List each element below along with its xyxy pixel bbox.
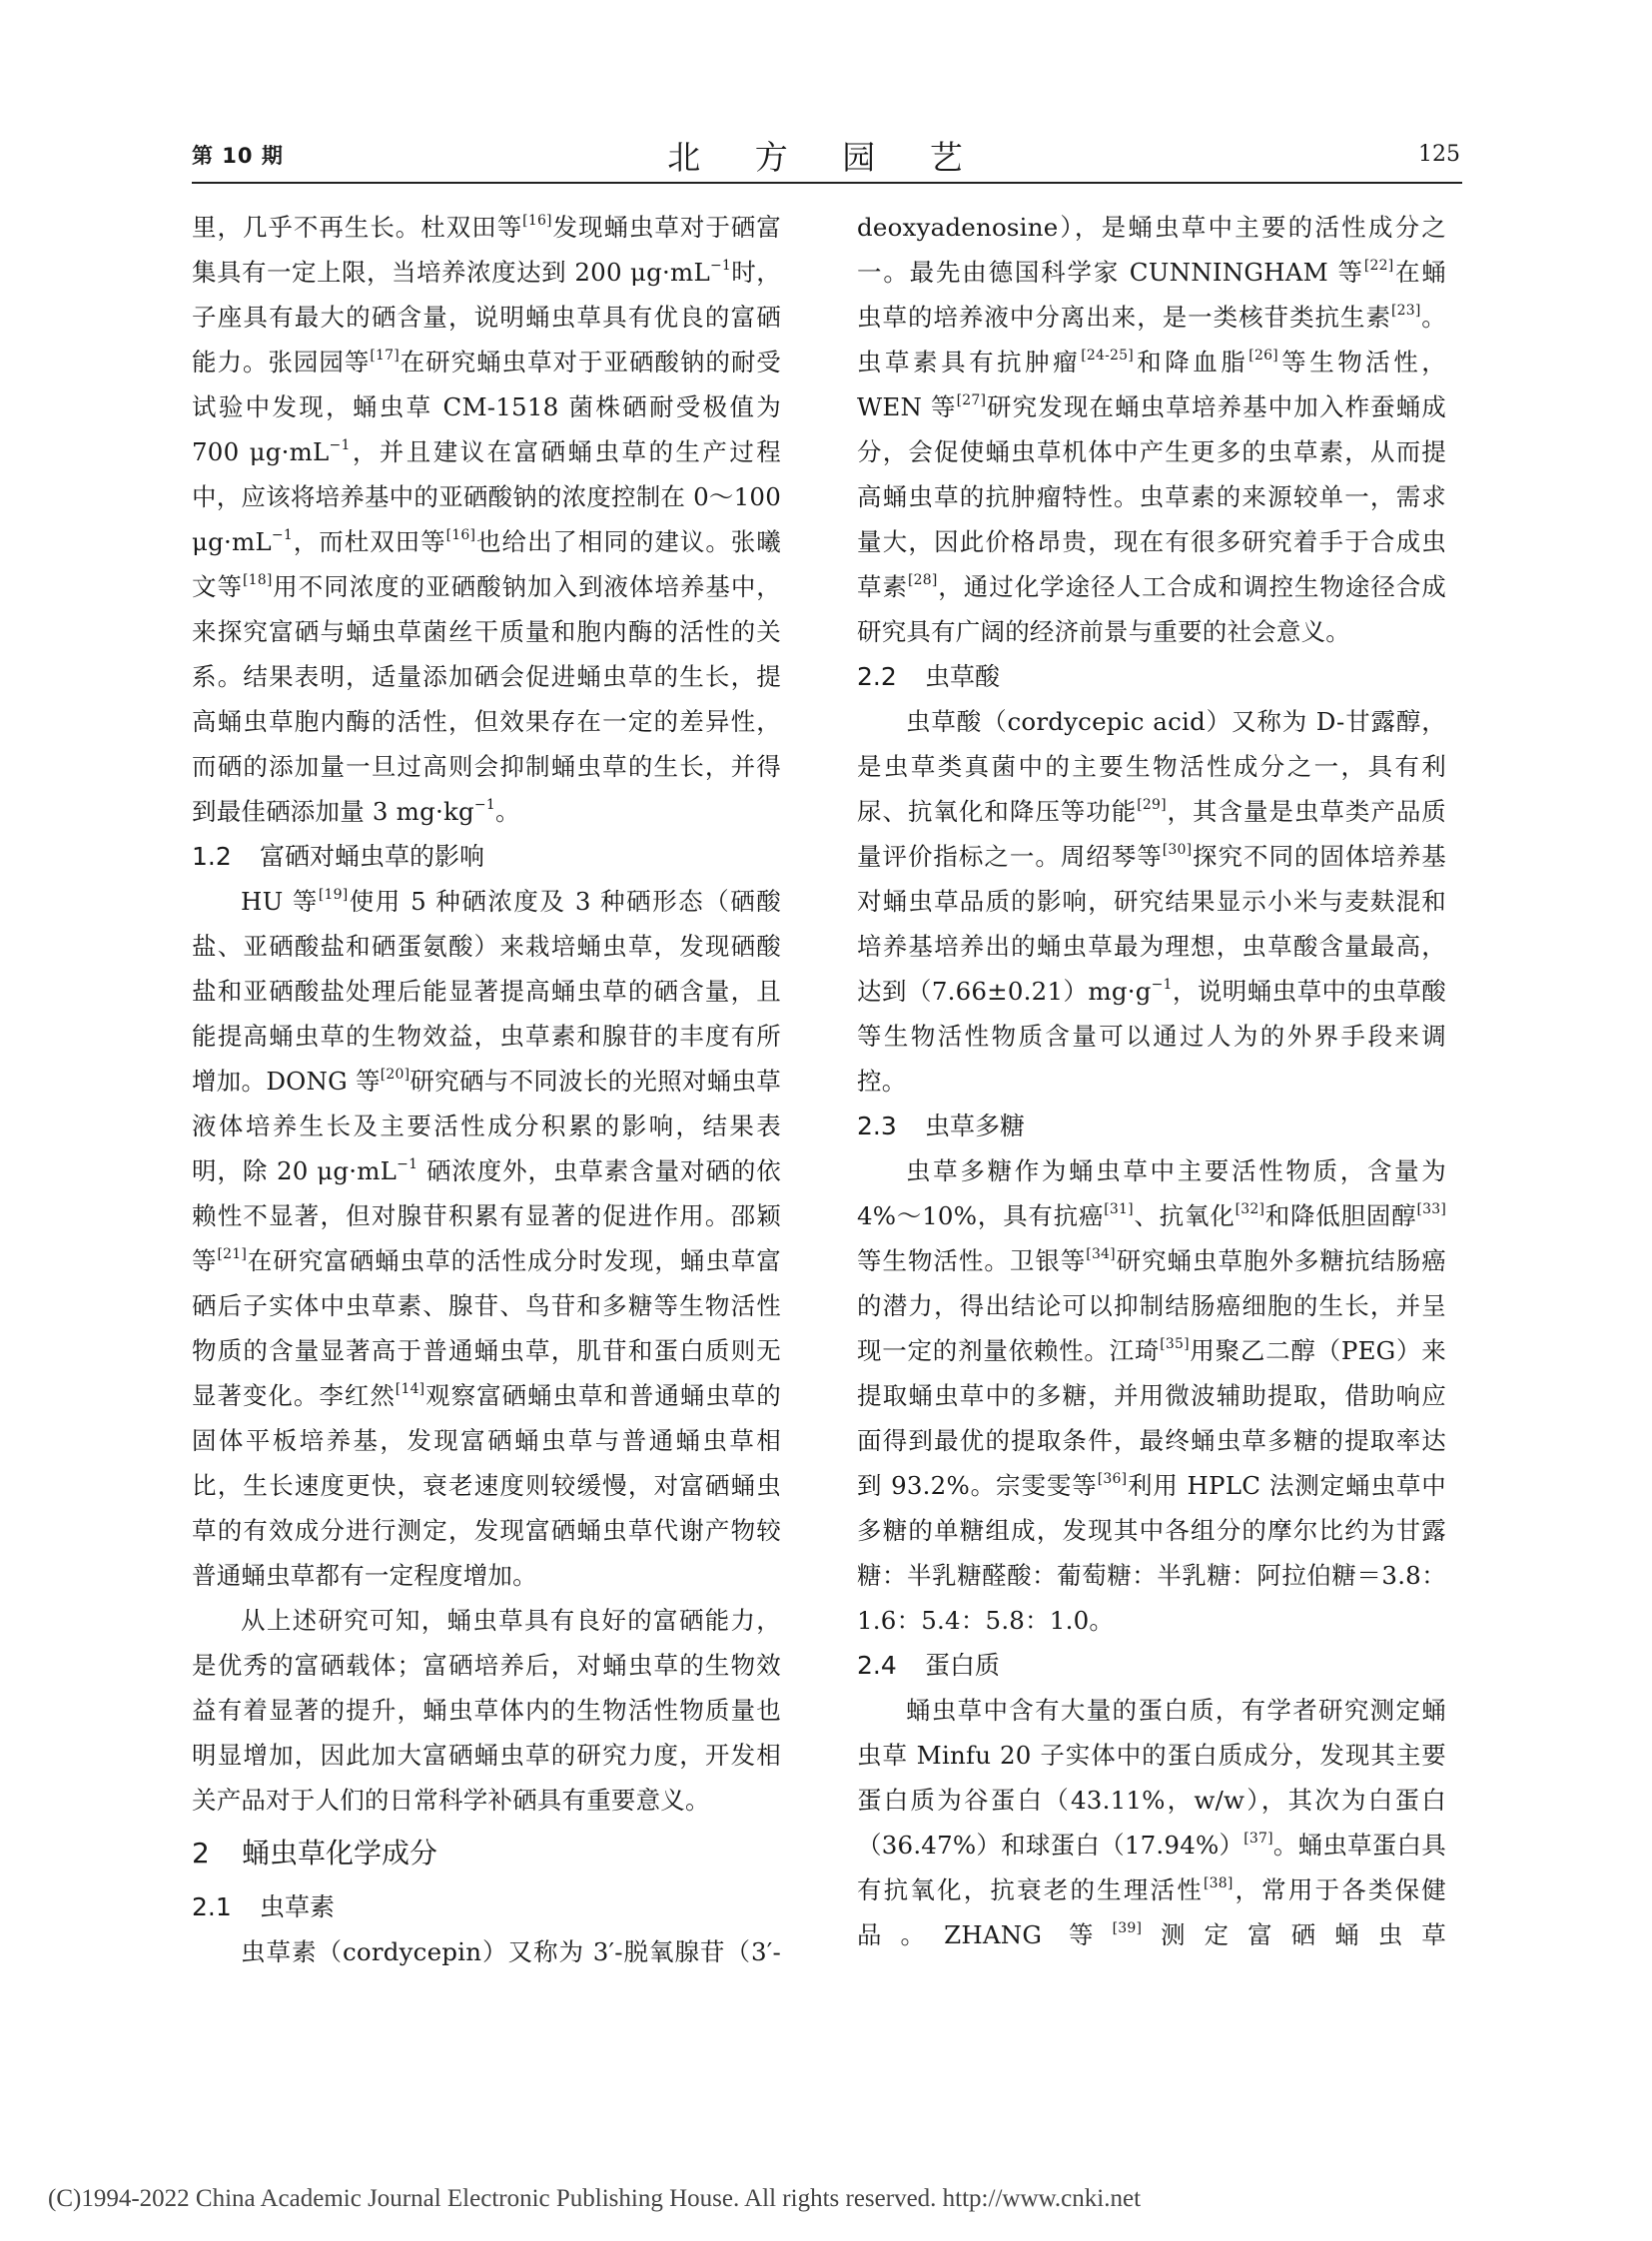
body-paragraph: 虫草多糖作为蛹虫草中主要活性物质，含量为 4%～10%，具有抗癌[31]、抗氧化[32]和降低胆固醇[33]等生物活性。卫银等[34]研究蛹虫草胞外多糖抗结肠癌的潜力，得出结论可以抑制结肠癌细胞的生长，并呈现一定的剂量依赖性。江琦[35]用聚乙二醇（PEG）来提取蛹虫草中的多糖，并用微波辅助提取，借助响应面得到最优的提取条件，最终蛹虫草多糖的提取率达到 93.2%。宗雯雯等[36]利用 HPLC 法测定蛹虫草中多糖的单糖组成，发现其中各组分的摩尔比约为甘露糖：半乳糖醛酸：葡萄糖：半乳糖：阿拉伯糖＝3.8：1.6：5.4：5.8：1.0。 xyxy=(857,1156,1446,1635)
citation-ref: [17] xyxy=(370,348,400,364)
header-rule xyxy=(192,182,1462,184)
citation-ref: −1 xyxy=(329,437,351,453)
section-heading xyxy=(192,1823,781,1884)
citation-ref: [30] xyxy=(1162,842,1193,858)
citation-ref: [29] xyxy=(1137,797,1167,813)
citation-ref: −1 xyxy=(1151,977,1173,993)
citation-ref: [28] xyxy=(907,572,938,588)
citation-ref: [38] xyxy=(1203,1875,1234,1891)
citation-ref: [18] xyxy=(242,572,273,588)
citation-ref: −1 xyxy=(397,1156,418,1172)
citation-ref: [16] xyxy=(522,213,552,229)
body-paragraph: 虫草酸（cordycepic acid）又称为 D-甘露醇，是虫草类真菌中的主要生物活性成分之一，具有利尿、抗氧化和降压等功能[29]，其含量是虫草类产品质量评价指标之一。周绍琴等[30]探究不同的固体培养基对蛹虫草品质的影响，研究结果显示小米与麦麸混和培养基培养出的蛹虫草最为理想，虫草酸含量最高，达到$(7.66\pm 0.21)mg\cdot g^{-1}$，说明蛹虫草中的虫草酸等生物活性物质含量可以通过人为的外界手段来调控。 xyxy=(857,707,1447,1096)
citation-ref: [23] xyxy=(1390,303,1421,319)
heading-text: 虫草酸 xyxy=(925,662,1001,691)
copyright-footer: (C)1994-2022 China Academic Journal Electronic Publishing House. All rights reserved. http://www.cnki.net xyxy=(48,2185,1142,2212)
body-paragraph: 里，几乎不再生长。杜双田等[16]发现蛹虫草对于硒富集具有一定上限，当培养浓度达到 200 $\mu g\cdot mL^{-1}$时，子座具有最大的硒含量，说明蛹虫草具有优良的富硒能力。张园园等[17]在研究蛹虫草对于亚硒酸钠的耐受试验中发现，蛹虫草 CM-1518 菌株硒耐受极值为 700 $\mu g\cdot mL^{-1}$，并且建议在富硒蛹虫草的生产过程中，应该将培养基中的亚硒酸钠的浓度控制在 0～100 $\mu g\cdot mL^{-1}$，而杜双田等[16]也给出了相同的建议。张曦文等[18]用不同浓度的亚硒酸钠加入到液体培养基中，来探究富硒与蛹虫草菌丝干质量和胞内酶的活性的关系。结果表明，适量添加硒会促进蛹虫草的生长，提高蛹虫草胞内酶的活性，但效果存在一定的差异性，而硒的添加量一旦过高则会抑制蛹虫草的生长，并得到最佳硒添加量 3 $mg\cdot kg^{-1}$。 xyxy=(192,213,781,826)
heading-text: 蛋白质 xyxy=(925,1651,1001,1680)
heading-number: 2.4 xyxy=(857,1651,897,1680)
citation-ref: [19] xyxy=(318,887,349,903)
body-paragraph: 虫草素（cordycepin）又称为 3′-脱氧腺苷（3′- xyxy=(241,1937,781,1966)
body-paragraph: deoxyadenosine），是蛹虫草中主要的活性成分之一。最先由德国科学家 CUNNINGHAM 等[22]在蛹虫草的培养液中分离出来，是一类核苷类抗生素[23]。虫草素具有抗肿瘤[24-25]和降血脂[26]等生物活性，WEN 等[27]研究发现在蛹虫草培养基中加入柞蚕蛹成分，会促使蛹虫草机体中产生更多的虫草素，从而提高蛹虫草的抗肿瘤特性。虫草素的来源较单一，需求量大，因此价格昂贵，现在有很多研究着手于合成虫草素[28]，通过化学途径人工合成和调控生物途径合成研究具有广阔的经济前景与重要的社会意义。 xyxy=(857,213,1447,646)
heading-text: 虫草多糖 xyxy=(925,1112,1026,1140)
subsection-heading xyxy=(192,1884,781,1929)
citation-ref: [34] xyxy=(1086,1246,1116,1262)
body-paragraph: 从上述研究可知，蛹虫草具有良好的富硒能力，是优秀的富硒载体；富硒培养后，对蛹虫草的生物效益有着显著的提升，蛹虫草体内的生物活性物质量也明显增加，因此加大富硒蛹虫草的研究力度，开发相关产品对于人们的日常科学补硒具有重要意义。 xyxy=(192,1606,781,1815)
heading-text: 蛹虫草化学成分 xyxy=(242,1837,438,1869)
citation-ref: −1 xyxy=(271,527,293,543)
issue-label: 第 10 期 xyxy=(192,144,284,168)
subsection-heading xyxy=(857,1104,1446,1148)
heading-text: 虫草素 xyxy=(260,1892,336,1921)
citation-ref: [37] xyxy=(1243,1831,1273,1847)
page-number: 125 xyxy=(1418,142,1460,167)
right-column xyxy=(857,205,1446,1957)
left-column xyxy=(192,205,781,1974)
citation-ref: [22] xyxy=(1363,258,1394,274)
subsection-heading xyxy=(192,834,781,879)
citation-ref: [39] xyxy=(1112,1920,1143,1936)
heading-number: 1.2 xyxy=(192,842,232,871)
citation-ref: [14] xyxy=(395,1381,425,1397)
body-paragraph: 蛹虫草中含有大量的蛋白质，有学者研究测定蛹虫草 Minfu 20 子实体中的蛋白质成分，发现其主要蛋白质为谷蛋白（43.11%，w/w），其次为白蛋白（36.47%）和球蛋白（17.94%）[37]。蛹虫草蛋白具有抗氧化，抗衰老的生理活性[38]，常用于各类保健品。ZHANG 等[39]测定富硒蛹虫草 xyxy=(857,1696,1446,1949)
heading-number: 2.1 xyxy=(192,1892,232,1921)
heading-text: 富硒对蛹虫草的影响 xyxy=(260,842,485,871)
citation-ref: [27] xyxy=(956,392,987,408)
citation-ref: −1 xyxy=(709,258,731,274)
citation-ref: [32] xyxy=(1235,1201,1265,1217)
citation-ref: [20] xyxy=(380,1067,411,1083)
citation-ref: [26] xyxy=(1248,348,1278,364)
citation-ref: [21] xyxy=(217,1246,248,1262)
citation-ref: [31] xyxy=(1104,1201,1134,1217)
heading-number: 2.3 xyxy=(857,1112,897,1140)
body-paragraph: HU 等[19]使用 5 种硒浓度及 3 种硒形态（硒酸盐、亚硒酸盐和硒蛋氨酸）来栽培蛹虫草，发现硒酸盐和亚硒酸盐处理后能显著提高蛹虫草的硒含量，且能提高蛹虫草的生物效益，虫草素和腺苷的丰度有所增加。DONG 等[20]研究硒与不同波长的光照对蛹虫草液体培养生长及主要活性成分积累的影响，结果表明，除 20 $\mu g\cdot mL^{-1}$ 硒浓度外，虫草素含量对硒的依赖性不显著，但对腺苷积累有显著的促进作用。邵颖等[21]在研究富硒蛹虫草的活性成分时发现，蛹虫草富硒后子实体中虫草素、腺苷、鸟苷和多糖等生物活性物质的含量显著高于普通蛹虫草，肌苷和蛋白质则无显著变化。李红然[14]观察富硒蛹虫草和普通蛹虫草的固体平板培养基，发现富硒蛹虫草与普通蛹虫草相比，生长速度更快，衰老速度则较缓慢，对富硒蛹虫草的有效成分进行测定，发现富硒蛹虫草代谢产物较普通蛹虫草都有一定程度增加。 xyxy=(192,887,782,1590)
citation-ref: [24-25] xyxy=(1081,348,1134,364)
journal-title: 北 方 园 艺 xyxy=(667,138,985,177)
running-header xyxy=(192,132,1460,180)
subsection-heading xyxy=(857,1643,1446,1688)
citation-ref: [36] xyxy=(1097,1471,1128,1487)
citation-ref: [33] xyxy=(1416,1201,1446,1217)
citation-ref: [35] xyxy=(1160,1336,1190,1352)
heading-number: 2 xyxy=(192,1837,210,1869)
citation-ref: −1 xyxy=(473,797,495,813)
heading-number: 2.2 xyxy=(857,662,897,691)
subsection-heading xyxy=(857,654,1446,699)
citation-ref: [16] xyxy=(445,527,476,543)
